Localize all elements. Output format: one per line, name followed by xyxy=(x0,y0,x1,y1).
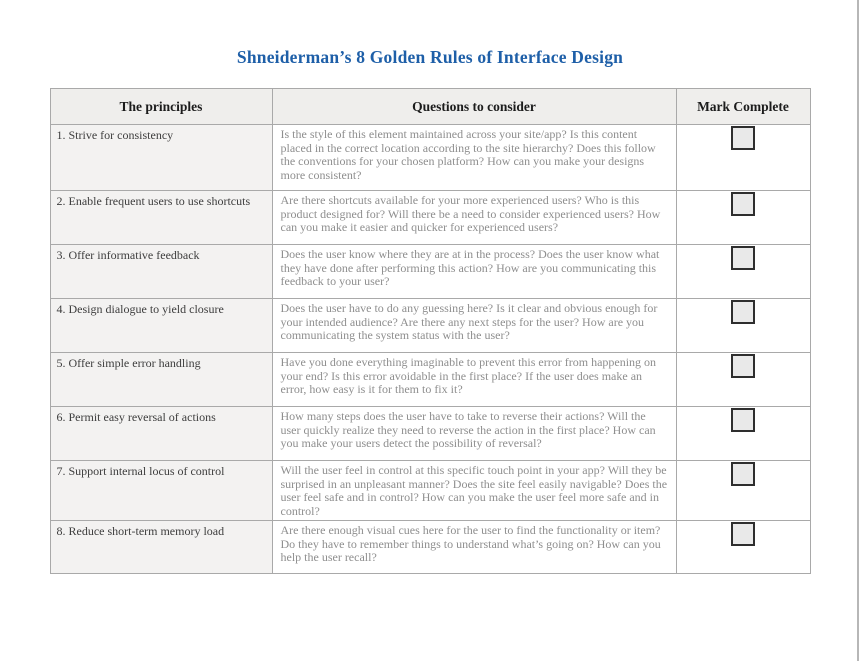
questions-cell: Is the style of this element maintained across your site/app? Is this content placed in the correct location according to the site hierarchy? Does this follow the conventions for your chosen platform? How can you make your designs more consistent? xyxy=(272,125,676,191)
questions-cell: Have you done everything imaginable to prevent this error from happening on your end? Is this error avoidable in the first place? If the user does make an error, how easy is it for them to fix it? xyxy=(272,353,676,407)
principle-cell: 2. Enable frequent users to use shortcuts xyxy=(50,191,272,245)
mark-complete-checkbox[interactable] xyxy=(731,522,755,546)
principle-cell: 3. Offer informative feedback xyxy=(50,245,272,299)
questions-cell: Does the user know where they are at in the process? Does the user know what they have done after performing this action? How are you communicating this feedback to your user? xyxy=(272,245,676,299)
mark-complete-checkbox[interactable] xyxy=(731,462,755,486)
page-title: Shneiderman’s 8 Golden Rules of Interface Design xyxy=(236,47,624,67)
principle-cell: 1. Strive for consistency xyxy=(50,125,272,191)
column-header-questions: Questions to consider xyxy=(272,89,676,125)
questions-cell: How many steps does the user have to take to reverse their actions? Will the user quickly realize they need to reverse the action in the first place? How can you make your users detect the possibility of reversal? xyxy=(272,407,676,461)
table-row xyxy=(50,407,810,461)
principle-cell: 4. Design dialogue to yield closure xyxy=(50,299,272,353)
table-row xyxy=(50,125,810,191)
mark-complete-cell xyxy=(676,299,810,353)
mark-complete-cell xyxy=(676,125,810,191)
principle-cell: 5. Offer simple error handling xyxy=(50,353,272,407)
mark-complete-checkbox[interactable] xyxy=(731,192,755,216)
table-row xyxy=(50,191,810,245)
mark-complete-checkbox[interactable] xyxy=(731,300,755,324)
questions-cell: Does the user have to do any guessing here? Is it clear and obvious enough for your intended audience? Are there any next steps for the user? How are you communicating the system status with the user? xyxy=(272,299,676,353)
mark-complete-checkbox[interactable] xyxy=(731,126,755,150)
table-row xyxy=(50,461,810,521)
table-row xyxy=(50,353,810,407)
page-right-edge xyxy=(857,0,859,661)
mark-complete-cell xyxy=(676,407,810,461)
rules-table xyxy=(50,88,811,574)
mark-complete-cell xyxy=(676,521,810,574)
questions-cell: Are there enough visual cues here for the user to find the functionality or item? Do they have to remember things to understand what’s going on? How can you help the user recall? xyxy=(272,521,676,574)
mark-complete-checkbox[interactable] xyxy=(731,354,755,378)
mark-complete-cell xyxy=(676,191,810,245)
table-row xyxy=(50,245,810,299)
table-header-row xyxy=(50,89,810,125)
mark-complete-cell xyxy=(676,461,810,521)
mark-complete-checkbox[interactable] xyxy=(731,408,755,432)
column-header-mark-complete: Mark Complete xyxy=(676,89,810,125)
principle-cell: 7. Support internal locus of control xyxy=(50,461,272,521)
table-row xyxy=(50,521,810,574)
questions-cell: Will the user feel in control at this specific touch point in your app? Will they be surprised in an unpleasant manner? Does the site feel easily navigable? Does the user feel safe and in control? How can you make the user feel more safe and in control? xyxy=(272,461,676,521)
principle-cell: 6. Permit easy reversal of actions xyxy=(50,407,272,461)
table-row xyxy=(50,299,810,353)
principle-cell: 8. Reduce short-term memory load xyxy=(50,521,272,574)
mark-complete-cell xyxy=(676,353,810,407)
questions-cell: Are there shortcuts available for your more experienced users? Who is this product designed for? Will there be a need to consider experienced users? How can you make it easier and quicker for experienced users? xyxy=(272,191,676,245)
column-header-principles: The principles xyxy=(50,89,272,125)
mark-complete-checkbox[interactable] xyxy=(731,246,755,270)
mark-complete-cell xyxy=(676,245,810,299)
